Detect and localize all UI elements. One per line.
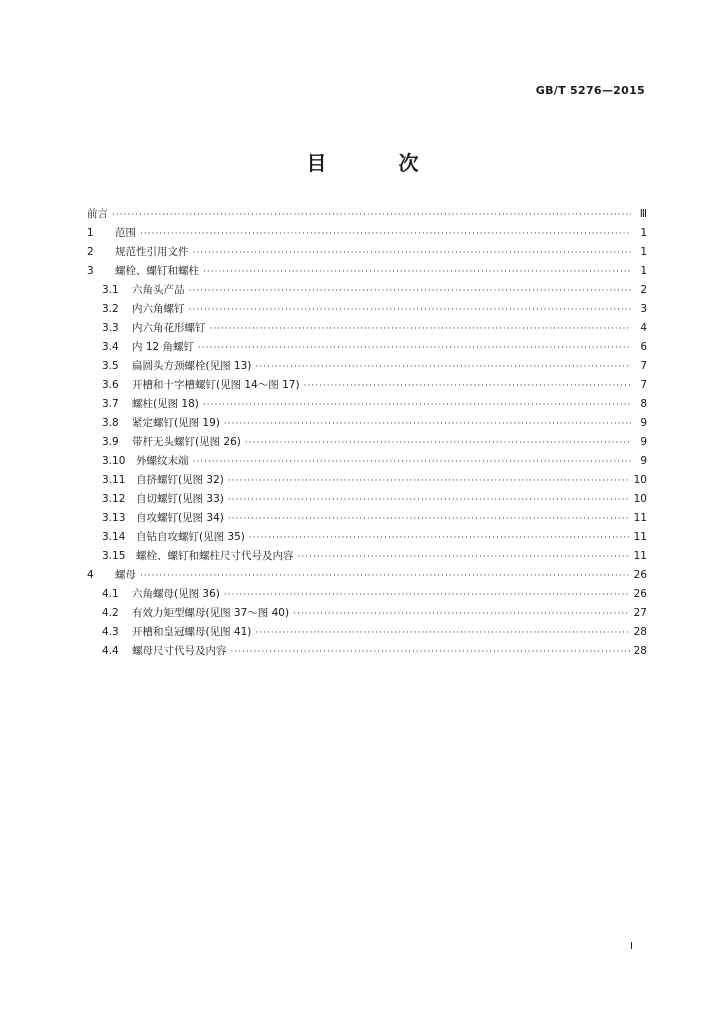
toc-entry-page: 28 [633, 626, 647, 638]
toc-entry-number: 4 [87, 569, 94, 581]
toc-entry-title: 六角头产品 [132, 284, 185, 296]
toc-entry[interactable] [87, 281, 647, 300]
toc-entry[interactable] [87, 243, 647, 262]
toc-entry[interactable] [87, 338, 647, 357]
toc-entry-page: 6 [640, 341, 647, 353]
toc-entry-title: 范围 [115, 227, 136, 239]
toc-leader-dots [228, 510, 630, 529]
toc-entry-title: 外螺纹末端 [136, 455, 189, 467]
toc-entry[interactable] [87, 623, 647, 642]
toc-entry-page: 1 [640, 265, 647, 277]
toc-entry-number: 3.8 [102, 417, 119, 429]
table-of-contents [87, 205, 647, 661]
toc-entry[interactable] [87, 490, 647, 509]
toc-entry-page: 9 [640, 436, 647, 448]
toc-leader-dots [193, 453, 632, 472]
toc-leader-dots [249, 529, 630, 548]
toc-entry-number: 3.2 [102, 303, 119, 315]
toc-entry[interactable] [87, 357, 647, 376]
toc-entry-page: 26 [633, 569, 647, 581]
toc-entry-page: Ⅲ [639, 208, 647, 220]
toc-entry[interactable] [87, 433, 647, 452]
toc-entry-page: 2 [640, 284, 647, 296]
toc-leader-dots [210, 320, 632, 339]
toc-entry[interactable] [87, 452, 647, 471]
toc-entry-page: 11 [633, 550, 647, 562]
toc-entry-title: 螺栓、螺钉和螺柱 [115, 265, 199, 277]
toc-entry-title: 带杆无头螺钉(见图 26) [132, 436, 241, 448]
toc-entry-number: 3.5 [102, 360, 119, 372]
toc-entry-number: 3.3 [102, 322, 119, 334]
toc-entry[interactable] [87, 604, 647, 623]
toc-entry-page: 11 [633, 512, 647, 524]
toc-entry-title: 有效力矩型螺母(见图 37～图 40) [132, 607, 290, 619]
toc-entry-number: 3.14 [102, 531, 126, 543]
toc-leader-dots [203, 263, 631, 282]
toc-entry-title: 紧定螺钉(见图 19) [132, 417, 220, 429]
toc-entry-title: 螺栓、螺钉和螺柱尺寸代号及内容 [136, 550, 294, 562]
toc-entry-page: 1 [640, 227, 647, 239]
toc-entry[interactable] [87, 547, 647, 566]
toc-entry[interactable] [87, 642, 647, 661]
toc-entry-title: 开槽和十字槽螺钉(见图 14～图 17) [132, 379, 300, 391]
toc-leader-dots [198, 339, 631, 358]
toc-entry-title: 内 12 角螺钉 [132, 341, 195, 353]
toc-entry-number: 3 [87, 265, 94, 277]
toc-entry-number: 4.3 [102, 626, 119, 638]
toc-leader-dots [255, 624, 629, 643]
toc-entry-number: 3.1 [102, 284, 119, 296]
toc-entry-page: 8 [640, 398, 647, 410]
toc-entry-number: 3.9 [102, 436, 119, 448]
toc-entry-number: 2 [87, 246, 94, 258]
toc-entry-number: 3.6 [102, 379, 119, 391]
toc-entry-page: 11 [633, 531, 647, 543]
toc-leader-dots [224, 586, 630, 605]
toc-leader-dots [304, 377, 631, 396]
toc-leader-dots [140, 567, 630, 586]
toc-leader-dots [228, 491, 630, 510]
toc-entry-page: 26 [633, 588, 647, 600]
toc-entry-number: 3.12 [102, 493, 126, 505]
toc-entry[interactable] [87, 585, 647, 604]
toc-entry-number: 4.4 [102, 645, 119, 657]
toc-entry-page: 7 [640, 360, 647, 372]
toc-leader-dots [298, 548, 630, 567]
toc-leader-dots [293, 605, 630, 624]
toc-entry-number: 3.7 [102, 398, 119, 410]
toc-entry-title: 螺母尺寸代号及内容 [132, 645, 227, 657]
toc-entry-title: 螺母 [115, 569, 136, 581]
toc-entry[interactable] [87, 566, 647, 585]
toc-entry-page: 4 [640, 322, 647, 334]
toc-entry[interactable] [87, 395, 647, 414]
toc-leader-dots [245, 434, 631, 453]
toc-entry-title: 规范性引用文件 [115, 246, 189, 258]
toc-entry-title: 内六角花形螺钉 [132, 322, 206, 334]
toc-entry-number: 3.11 [102, 474, 126, 486]
page-number: I [630, 941, 633, 952]
toc-entry-page: 9 [640, 417, 647, 429]
toc-entry[interactable] [87, 262, 647, 281]
toc-entry[interactable] [87, 300, 647, 319]
toc-leader-dots [140, 225, 631, 244]
toc-entry-number: 4.1 [102, 588, 119, 600]
toc-entry-title: 内六角螺钉 [132, 303, 185, 315]
toc-leader-dots [189, 301, 632, 320]
toc-entry-page: 10 [633, 474, 647, 486]
toc-leader-dots [224, 415, 631, 434]
toc-entry-title: 螺柱(见图 18) [132, 398, 199, 410]
toc-entry-title: 六角螺母(见图 36) [132, 588, 220, 600]
page-title: 目 次 [306, 151, 445, 175]
toc-leader-dots [231, 643, 630, 662]
toc-entry-number: 3.4 [102, 341, 119, 353]
toc-entry-title: 前言 [87, 208, 108, 220]
document-code: GB/T 5276—2015 [535, 84, 645, 97]
toc-entry-title: 开槽和皇冠螺母(见图 41) [132, 626, 252, 638]
toc-leader-dots [193, 244, 632, 263]
toc-entry[interactable] [87, 224, 647, 243]
toc-entry-title: 自挤螺钉(见图 32) [136, 474, 224, 486]
toc-entry-number: 4.2 [102, 607, 119, 619]
toc-leader-dots [228, 472, 630, 491]
toc-entry-title: 扁圆头方颈螺栓(见图 13) [132, 360, 252, 372]
toc-entry[interactable] [87, 319, 647, 338]
toc-leader-dots [189, 282, 632, 301]
toc-entry-page: 10 [633, 493, 647, 505]
toc-entry[interactable] [87, 376, 647, 395]
toc-entry[interactable] [87, 414, 647, 433]
toc-entry[interactable] [87, 205, 647, 224]
toc-entry-page: 9 [640, 455, 647, 467]
toc-leader-dots [112, 206, 631, 225]
toc-entry-page: 7 [640, 379, 647, 391]
toc-entry[interactable] [87, 528, 647, 547]
toc-entry-page: 1 [640, 246, 647, 258]
toc-entry-number: 3.15 [102, 550, 126, 562]
toc-entry-page: 3 [640, 303, 647, 315]
toc-entry-page: 27 [633, 607, 647, 619]
toc-entry-page: 28 [633, 645, 647, 657]
toc-entry[interactable] [87, 471, 647, 490]
toc-entry-number: 3.13 [102, 512, 126, 524]
toc-entry-title: 自攻螺钉(见图 34) [136, 512, 224, 524]
toc-entry-number: 1 [87, 227, 94, 239]
toc-leader-dots [255, 358, 631, 377]
toc-leader-dots [203, 396, 631, 415]
toc-entry-title: 自切螺钉(见图 33) [136, 493, 224, 505]
toc-entry[interactable] [87, 509, 647, 528]
toc-entry-title: 自钻自攻螺钉(见图 35) [136, 531, 245, 543]
toc-entry-number: 3.10 [102, 455, 126, 467]
